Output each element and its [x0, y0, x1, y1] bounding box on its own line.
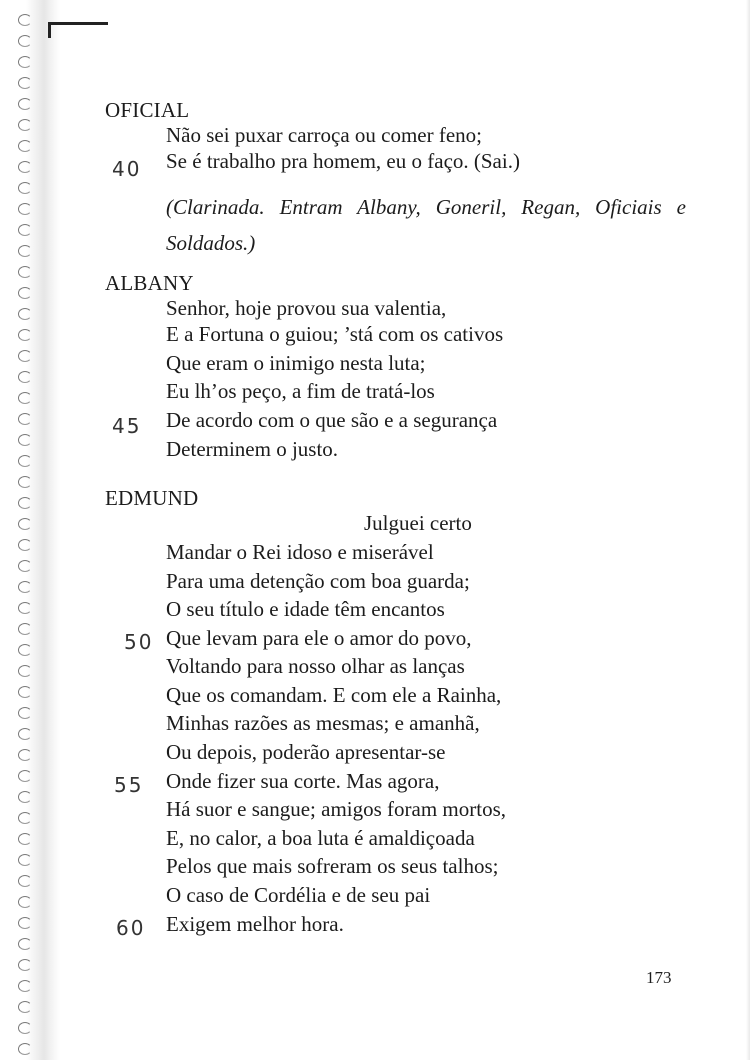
page-edge-shadow [746, 0, 750, 1060]
spiral-ring [18, 35, 32, 47]
spiral-ring [18, 77, 32, 89]
spiral-ring [18, 14, 32, 26]
verse-line: Eu lh’os peço, a fim de tratá-los [166, 379, 435, 403]
spiral-ring [18, 854, 32, 866]
spiral-ring [18, 1022, 32, 1034]
corner-rule-vertical [48, 22, 51, 38]
speaker-name: ALBANY [105, 271, 194, 295]
spiral-ring [18, 266, 32, 278]
verse-line: Que levam para ele o amor do povo, [166, 626, 472, 650]
verse-line: Para uma detenção com boa guarda; [166, 569, 470, 593]
verse-line: Mandar o Rei idoso e miserável [166, 540, 434, 564]
verse-line: O caso de Cordélia e de seu pai [166, 883, 431, 907]
verse-line: Onde fizer sua corte. Mas agora, [166, 769, 440, 793]
verse-line: Que os comandam. E com ele a Rainha, [166, 683, 502, 707]
handwritten-line-number: 60 [116, 916, 146, 940]
spiral-ring [18, 707, 32, 719]
spiral-ring [18, 959, 32, 971]
spiral-ring [18, 350, 32, 362]
speaker-name: EDMUND [105, 486, 199, 510]
spiral-ring [18, 329, 32, 341]
spiral-ring [18, 98, 32, 110]
spiral-ring [18, 938, 32, 950]
spiral-ring [18, 770, 32, 782]
spiral-ring [18, 371, 32, 383]
spiral-ring [18, 224, 32, 236]
verse-line: Minhas razões as mesmas; e amanhã, [166, 711, 480, 735]
spiral-ring [18, 560, 32, 572]
verse-line: E a Fortuna o guiou; ’stá com os cativos [166, 322, 504, 346]
verse-line: Voltando para nosso olhar as lanças [166, 654, 465, 678]
spiral-ring [18, 161, 32, 173]
verse-line: Exigem melhor hora. [166, 912, 344, 936]
spiral-ring [18, 203, 32, 215]
verse-line: Não sei puxar carroça ou comer feno; [166, 123, 483, 147]
handwritten-line-number: 40 [112, 157, 142, 181]
spiral-ring [18, 56, 32, 68]
verse-line: Há suor e sangue; amigos foram mortos, [166, 797, 507, 821]
verse-line: Se é trabalho pra homem, eu o faço. (Sai.) [166, 149, 520, 173]
speaker-name: OFICIAL [105, 98, 190, 122]
verse-line: Pelos que mais sofreram os seus talhos; [166, 854, 499, 878]
spiral-ring [18, 476, 32, 488]
spiral-ring [18, 665, 32, 677]
spiral-ring [18, 497, 32, 509]
verse-line: De acordo com o que são e a segurança [166, 408, 498, 432]
spiral-ring [18, 896, 32, 908]
spiral-ring [18, 791, 32, 803]
spiral-ring [18, 245, 32, 257]
spiral-ring [18, 539, 32, 551]
spiral-ring [18, 980, 32, 992]
spiral-ring [18, 287, 32, 299]
spiral-ring [18, 434, 32, 446]
verse-line: Ou depois, poderão apresentar-se [166, 740, 446, 764]
handwritten-line-number: 55 [114, 773, 144, 797]
spiral-ring [18, 686, 32, 698]
spiral-ring [18, 455, 32, 467]
spiral-ring [18, 1001, 32, 1013]
spiral-ring [18, 581, 32, 593]
spiral-ring [18, 1043, 32, 1055]
spiral-ring [18, 644, 32, 656]
handwritten-line-number: 45 [112, 414, 142, 438]
page-number: 173 [646, 968, 672, 987]
spiral-ring [18, 140, 32, 152]
stage-direction: (Clarinada. Entram Albany, Goneril, Regan, Oficiais e Soldados.) [166, 195, 686, 255]
verse-line: E, no calor, a boa luta é amaldiçoada [166, 826, 475, 850]
spiral-ring [18, 413, 32, 425]
corner-rule [48, 22, 108, 25]
spiral-ring [18, 182, 32, 194]
spiral-ring [18, 308, 32, 320]
spiral-ring [18, 392, 32, 404]
spiral-ring [18, 518, 32, 530]
spiral-ring [18, 812, 32, 824]
verse-line: Determinem o justo. [166, 437, 339, 461]
verse-line: Que eram o inimigo nesta luta; [166, 351, 426, 375]
spiral-binding [0, 0, 60, 1060]
spiral-ring [18, 623, 32, 635]
spiral-ring [18, 119, 32, 131]
verse-line: Senhor, hoje provou sua valentia, [166, 296, 447, 320]
handwritten-line-number: 50 [124, 630, 154, 654]
spiral-ring [18, 749, 32, 761]
spiral-ring [18, 875, 32, 887]
spiral-ring [18, 833, 32, 845]
verse-line-indented: Julguei certo [364, 511, 472, 535]
spiral-ring [18, 728, 32, 740]
spiral-ring [18, 602, 32, 614]
spiral-ring [18, 917, 32, 929]
verse-line: O seu título e idade têm encantos [166, 597, 445, 621]
